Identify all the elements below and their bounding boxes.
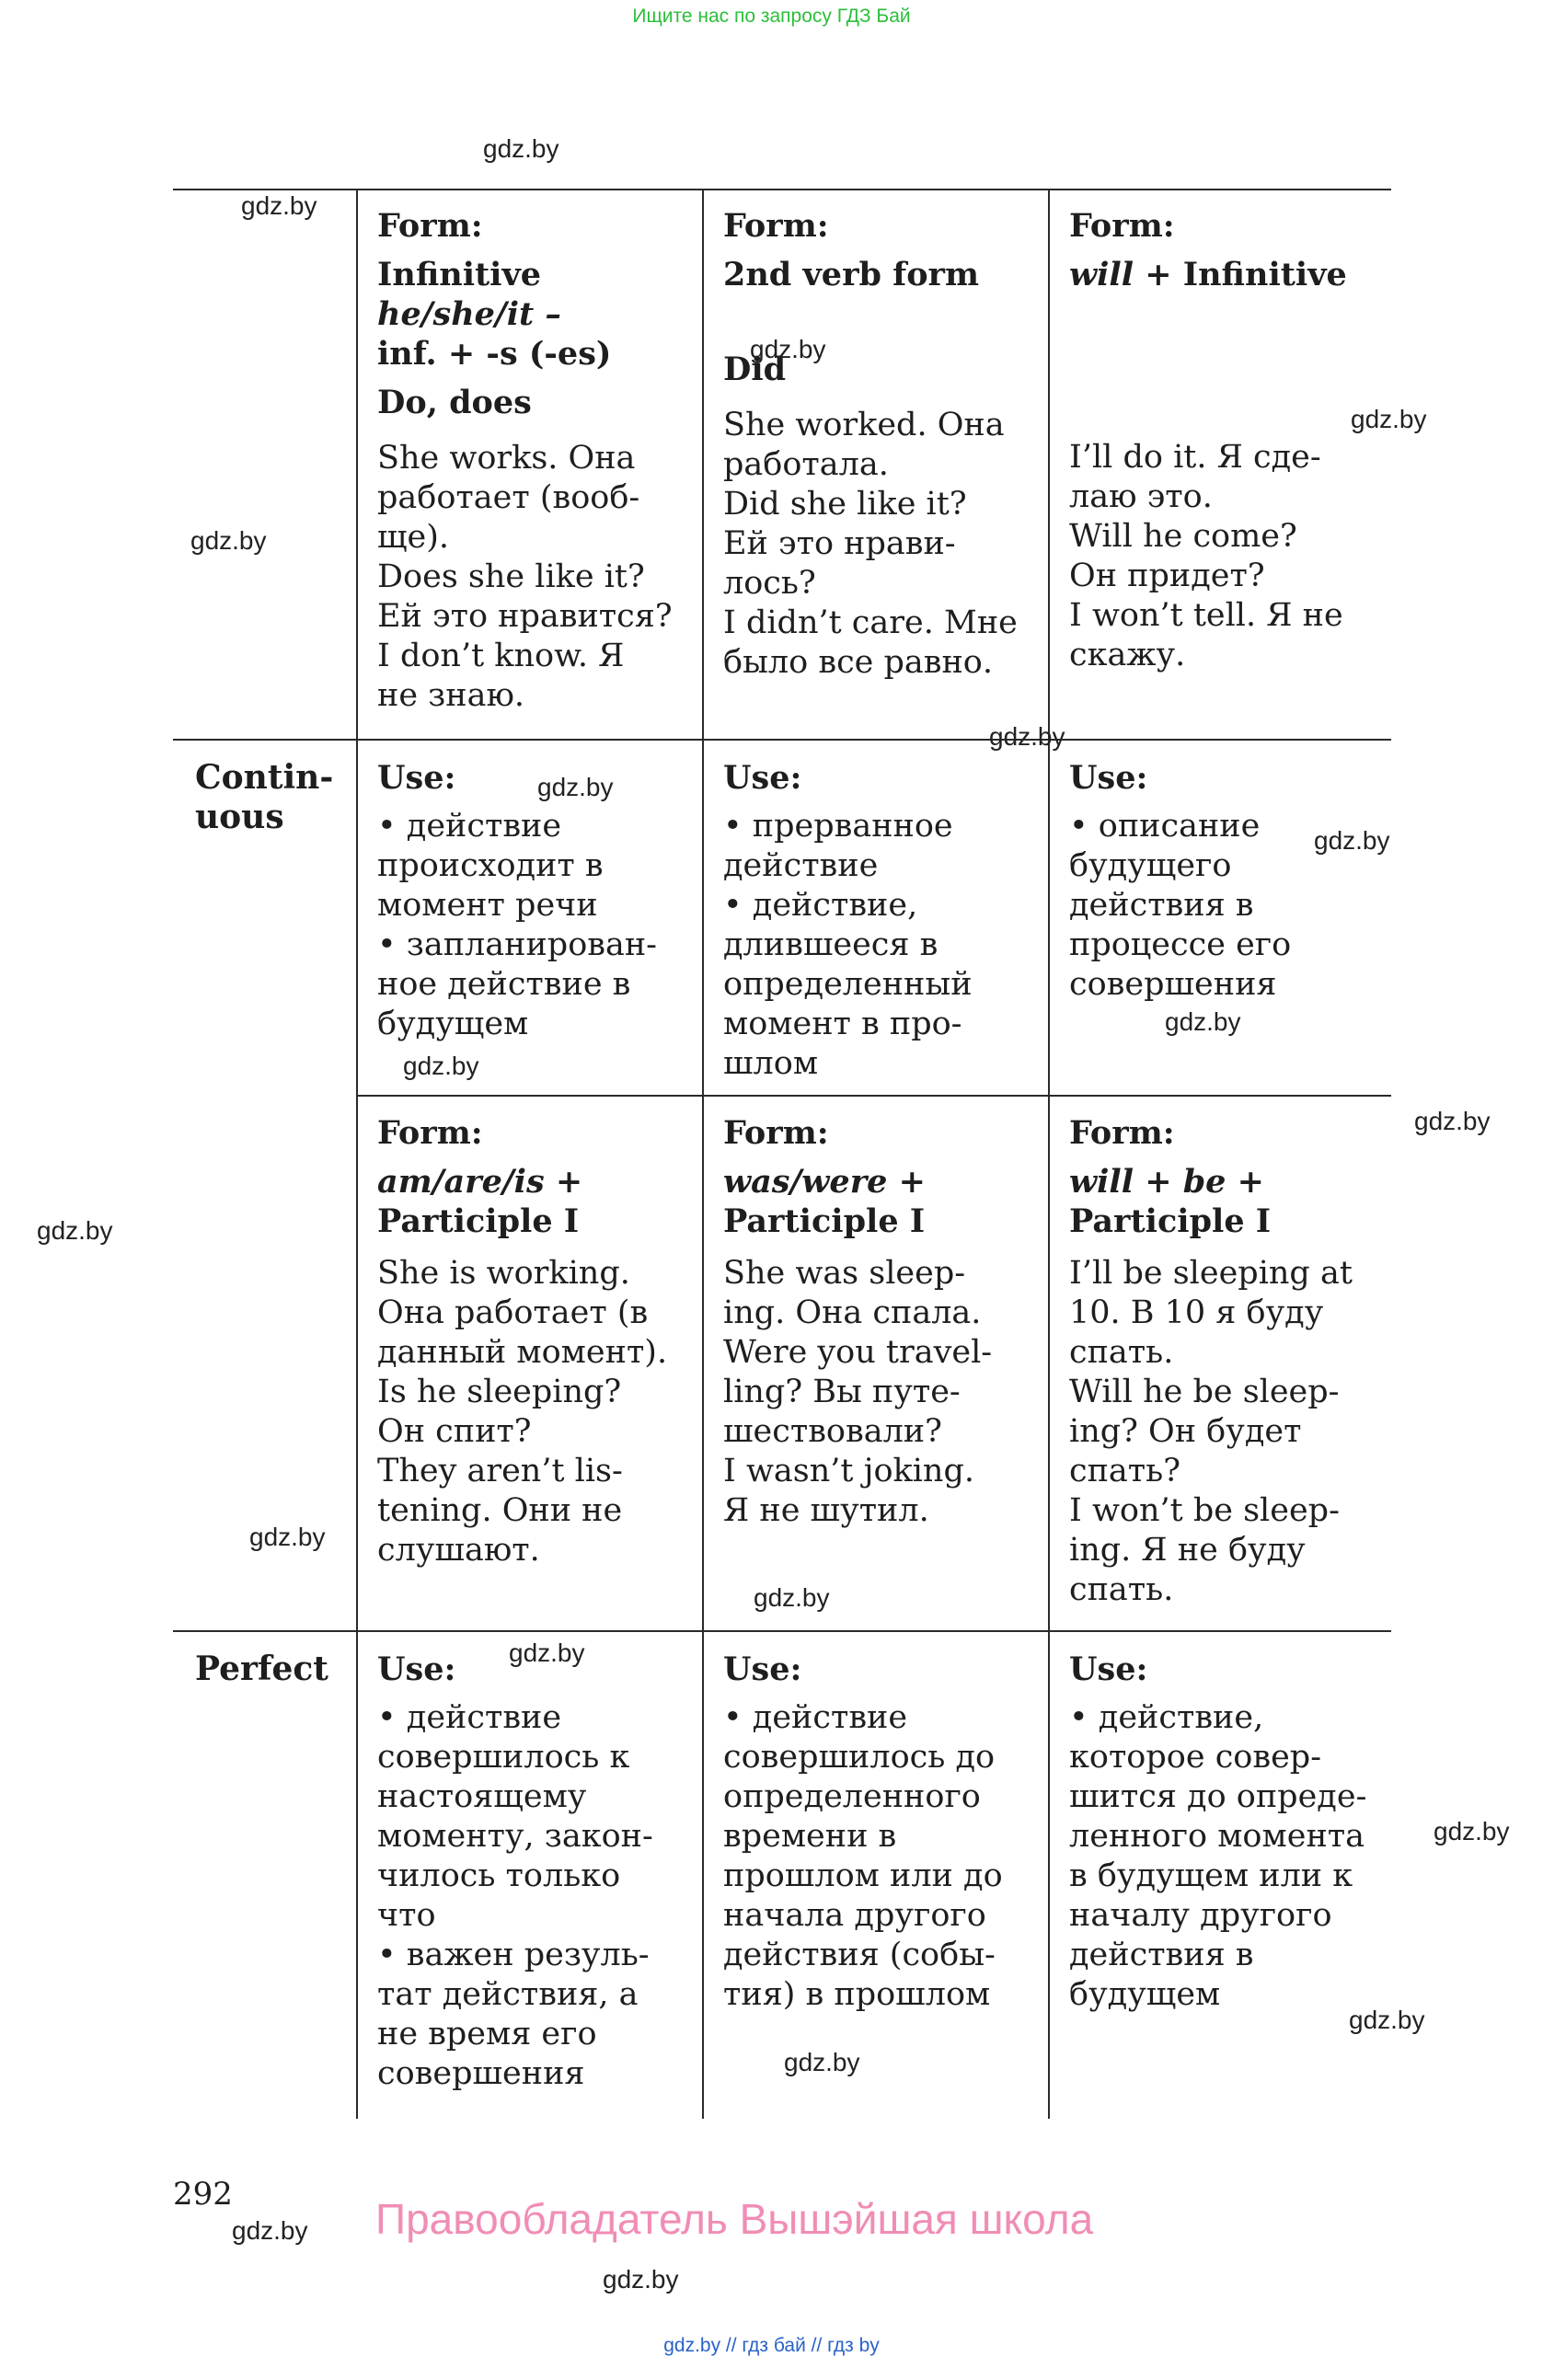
watermark: gdz.by (403, 1052, 479, 1080)
continuous-present-form-cell (377, 1113, 667, 1570)
use-line: • запланирован- (377, 926, 658, 963)
perfect-past-use-cell (723, 1650, 1003, 2015)
formula-rest: + (1226, 1163, 1264, 1201)
use-label: Use: (1069, 1650, 1148, 1688)
form-label: Form: (723, 207, 829, 245)
example-line: было все равно. (723, 644, 994, 681)
use-line: • описание (1069, 808, 1261, 845)
use-line: • важен резуль- (377, 1937, 650, 1973)
column-divider-2 (702, 189, 704, 2119)
example-line: Does she like it? (377, 558, 645, 595)
row-label-perfect: Perfect (195, 1650, 328, 1688)
continuous-past-form-cell (723, 1113, 992, 1531)
use-label: Use: (377, 759, 456, 797)
continuous-present-use-cell (377, 758, 657, 1044)
form-label: Form: (377, 207, 483, 245)
form-label: Form: (377, 1114, 483, 1152)
example-line: ing. Она спала. (723, 1294, 982, 1331)
use-line: момент в про- (723, 1006, 962, 1042)
example-line: Were you travel- (723, 1334, 993, 1371)
example-line: Did she like it? (723, 486, 967, 523)
use-line: будущем (377, 1006, 529, 1042)
watermark: gdz.by (750, 335, 826, 363)
use-line: действия в (1069, 887, 1254, 924)
example-line: tening. Они не (377, 1492, 623, 1529)
example-line: Will he be sleep- (1069, 1374, 1340, 1410)
example-line: I won’t tell. Я не (1069, 597, 1343, 634)
watermark: gdz.by (37, 1216, 113, 1245)
watermark: gdz.by (989, 722, 1065, 751)
use-line: совершения (1069, 966, 1277, 1003)
watermark: gdz.by (249, 1523, 326, 1551)
auxiliary-verbs: Do, does (377, 384, 532, 421)
form-label: Form: (723, 1114, 829, 1152)
example-line: ще). (377, 519, 450, 556)
use-line: • действие, (723, 887, 918, 924)
example-line: Он придет? (1069, 558, 1265, 594)
use-line: процессе его (1069, 926, 1292, 963)
example-line: They aren’t lis- (377, 1453, 623, 1489)
use-line: совершилось к (377, 1739, 630, 1776)
perfect-future-use-cell (1069, 1650, 1366, 2015)
formula-line: Participle I (377, 1202, 580, 1240)
use-line: • прерванное (723, 808, 953, 845)
example-line: She worked. Она (723, 407, 1005, 443)
watermark: gdz.by (1165, 1007, 1241, 1036)
continuous-future-use-cell (1069, 758, 1291, 1005)
use-line: ное действие в (377, 966, 631, 1003)
watermark: gdz.by (232, 2216, 308, 2245)
use-line: момент речи (377, 887, 598, 924)
watermark: gdz.by (190, 526, 267, 555)
use-label: Use: (723, 1650, 802, 1688)
formula-rest: + (544, 1163, 583, 1201)
watermark: gdz.by (1434, 1817, 1510, 1845)
example-line: спать. (1069, 1334, 1174, 1371)
formula-italic: will + be (1069, 1163, 1226, 1201)
use-line: • действие (377, 808, 562, 845)
form-label: Form: (1069, 1114, 1175, 1152)
use-line: моменту, закон- (377, 1818, 653, 1855)
use-line: действие (723, 847, 879, 884)
use-line: действия (собы- (723, 1937, 996, 1973)
watermark: gdz.by (483, 134, 559, 163)
example-line: спать? (1069, 1453, 1180, 1489)
example-line: ling? Вы путе- (723, 1374, 961, 1410)
formula-italic: am/are/is (377, 1163, 545, 1201)
example-line: лось? (723, 565, 816, 602)
column-divider-1 (356, 189, 358, 2119)
watermark: gdz.by (509, 1638, 585, 1667)
use-line: в будущем или к (1069, 1857, 1353, 1894)
watermark: gdz.by (784, 2048, 860, 2076)
formula-italic: will (1069, 256, 1134, 293)
simple-future-form-cell (1069, 206, 1347, 675)
form-label: Form: (1069, 207, 1175, 245)
auxiliary-verbs: Did (723, 351, 787, 388)
watermark: gdz.by (1314, 826, 1390, 855)
row-divider-continuous-form (356, 1095, 1391, 1097)
example-line: I wasn’t joking. (723, 1453, 974, 1489)
page-number: 292 (173, 2176, 233, 2213)
example-line: ing. Я не буду (1069, 1532, 1306, 1569)
example-line: Will he come? (1069, 518, 1297, 555)
example-line: Она работает (в (377, 1294, 649, 1331)
use-line: не время его (377, 2016, 597, 2052)
watermark: gdz.by (754, 1583, 830, 1612)
example-line: I’ll do it. Я сде- (1069, 439, 1321, 476)
example-line: данный момент). (377, 1334, 668, 1371)
simple-past-form-cell (723, 206, 1018, 683)
watermark: gdz.by (1414, 1107, 1491, 1135)
example-line: She works. Она (377, 440, 636, 477)
use-line: шлом (723, 1045, 819, 1082)
formula-line: Participle I (723, 1202, 926, 1240)
use-line: действия в (1069, 1937, 1254, 1973)
example-line: Я не шутил. (723, 1492, 929, 1529)
perfect-present-use-cell (377, 1650, 653, 2094)
example-line: не знаю. (377, 677, 525, 714)
simple-present-form-cell (377, 206, 673, 716)
use-line: что (377, 1897, 436, 1934)
example-line: I won’t be sleep- (1069, 1492, 1340, 1529)
use-line: тия) в прошлом (723, 1976, 991, 2013)
example-line: 10. В 10 я буду (1069, 1294, 1324, 1331)
example-line: She is working. (377, 1255, 630, 1292)
use-line: определенный (723, 966, 973, 1003)
watermark: gdz.by (537, 773, 614, 801)
use-line: • действие (723, 1699, 908, 1736)
example-line: лаю это. (1069, 478, 1213, 515)
use-line: будущем (1069, 1976, 1221, 2013)
use-line: началу другого (1069, 1897, 1332, 1934)
use-line: прошлом или до (723, 1857, 1003, 1894)
example-line: I didn’t care. Мне (723, 604, 1018, 641)
use-label: Use: (723, 759, 802, 797)
example-line: работала. (723, 446, 889, 483)
use-line: совершилось до (723, 1739, 996, 1776)
watermark: gdz.by (241, 191, 317, 220)
rights-holder: Правообладатель Вышэйшая школа (375, 2195, 1094, 2243)
use-label: Use: (377, 1650, 456, 1688)
example-line: I’ll be sleeping at (1069, 1255, 1353, 1292)
formula-italic: was/were (723, 1163, 888, 1201)
row-label-continuous (195, 758, 333, 837)
example-line: шествовали? (723, 1413, 942, 1450)
continuous-past-use-cell (723, 758, 973, 1084)
footer-links[interactable]: gdz.by // гдз бай // гдз by (663, 2335, 880, 2356)
use-line: будущего (1069, 847, 1232, 884)
formula-line: he/she/it – (377, 295, 561, 333)
use-line: времени в (723, 1818, 897, 1855)
example-line: Ей это нравится? (377, 598, 673, 635)
example-line: Он спит? (377, 1413, 532, 1450)
watermark: gdz.by (603, 2265, 679, 2294)
row-label-line: uous (195, 798, 284, 836)
use-line: чилось только (377, 1857, 621, 1894)
example-line: скажу. (1069, 637, 1186, 673)
use-line: настоящему (377, 1778, 587, 1815)
formula-rest: + (887, 1163, 926, 1201)
continuous-future-form-cell (1069, 1113, 1353, 1610)
example-line: работает (вооб- (377, 479, 640, 516)
use-line: длившееся в (723, 926, 938, 963)
use-line: которое совер- (1069, 1739, 1322, 1776)
watermark: gdz.by (1351, 405, 1427, 433)
row-label-line: Contin- (195, 758, 334, 797)
formula-line: 2nd verb form (723, 256, 980, 293)
example-line: спать. (1069, 1571, 1174, 1608)
use-line: тат действия, а (377, 1976, 639, 2013)
watermark: gdz.by (1349, 2006, 1425, 2034)
formula-line: Infinitive (377, 256, 542, 293)
formula-line: inf. + -s (-es) (377, 335, 612, 373)
use-line: ленного момента (1069, 1818, 1365, 1855)
search-banner[interactable]: Ищите нас по запросу ГДЗ Бай (632, 6, 911, 27)
use-label: Use: (1069, 759, 1148, 797)
use-line: • действие, (1069, 1699, 1264, 1736)
column-divider-3 (1048, 189, 1050, 2119)
use-line: определенного (723, 1778, 981, 1815)
example-line: ing? Он будет (1069, 1413, 1302, 1450)
example-line: слушают. (377, 1532, 540, 1569)
use-line: совершения (377, 2055, 585, 2092)
use-line: шится до опреде- (1069, 1778, 1367, 1815)
use-line: • действие (377, 1699, 562, 1736)
use-line: происходит в (377, 847, 604, 884)
example-line: Is he sleeping? (377, 1374, 622, 1410)
example-line: She was sleep- (723, 1255, 966, 1292)
use-line: начала другого (723, 1897, 986, 1934)
example-line: I don’t know. Я (377, 638, 625, 674)
example-line: Ей это нрави- (723, 525, 956, 562)
formula-rest: + Infinitive (1134, 256, 1347, 293)
formula-line: Participle I (1069, 1202, 1272, 1240)
